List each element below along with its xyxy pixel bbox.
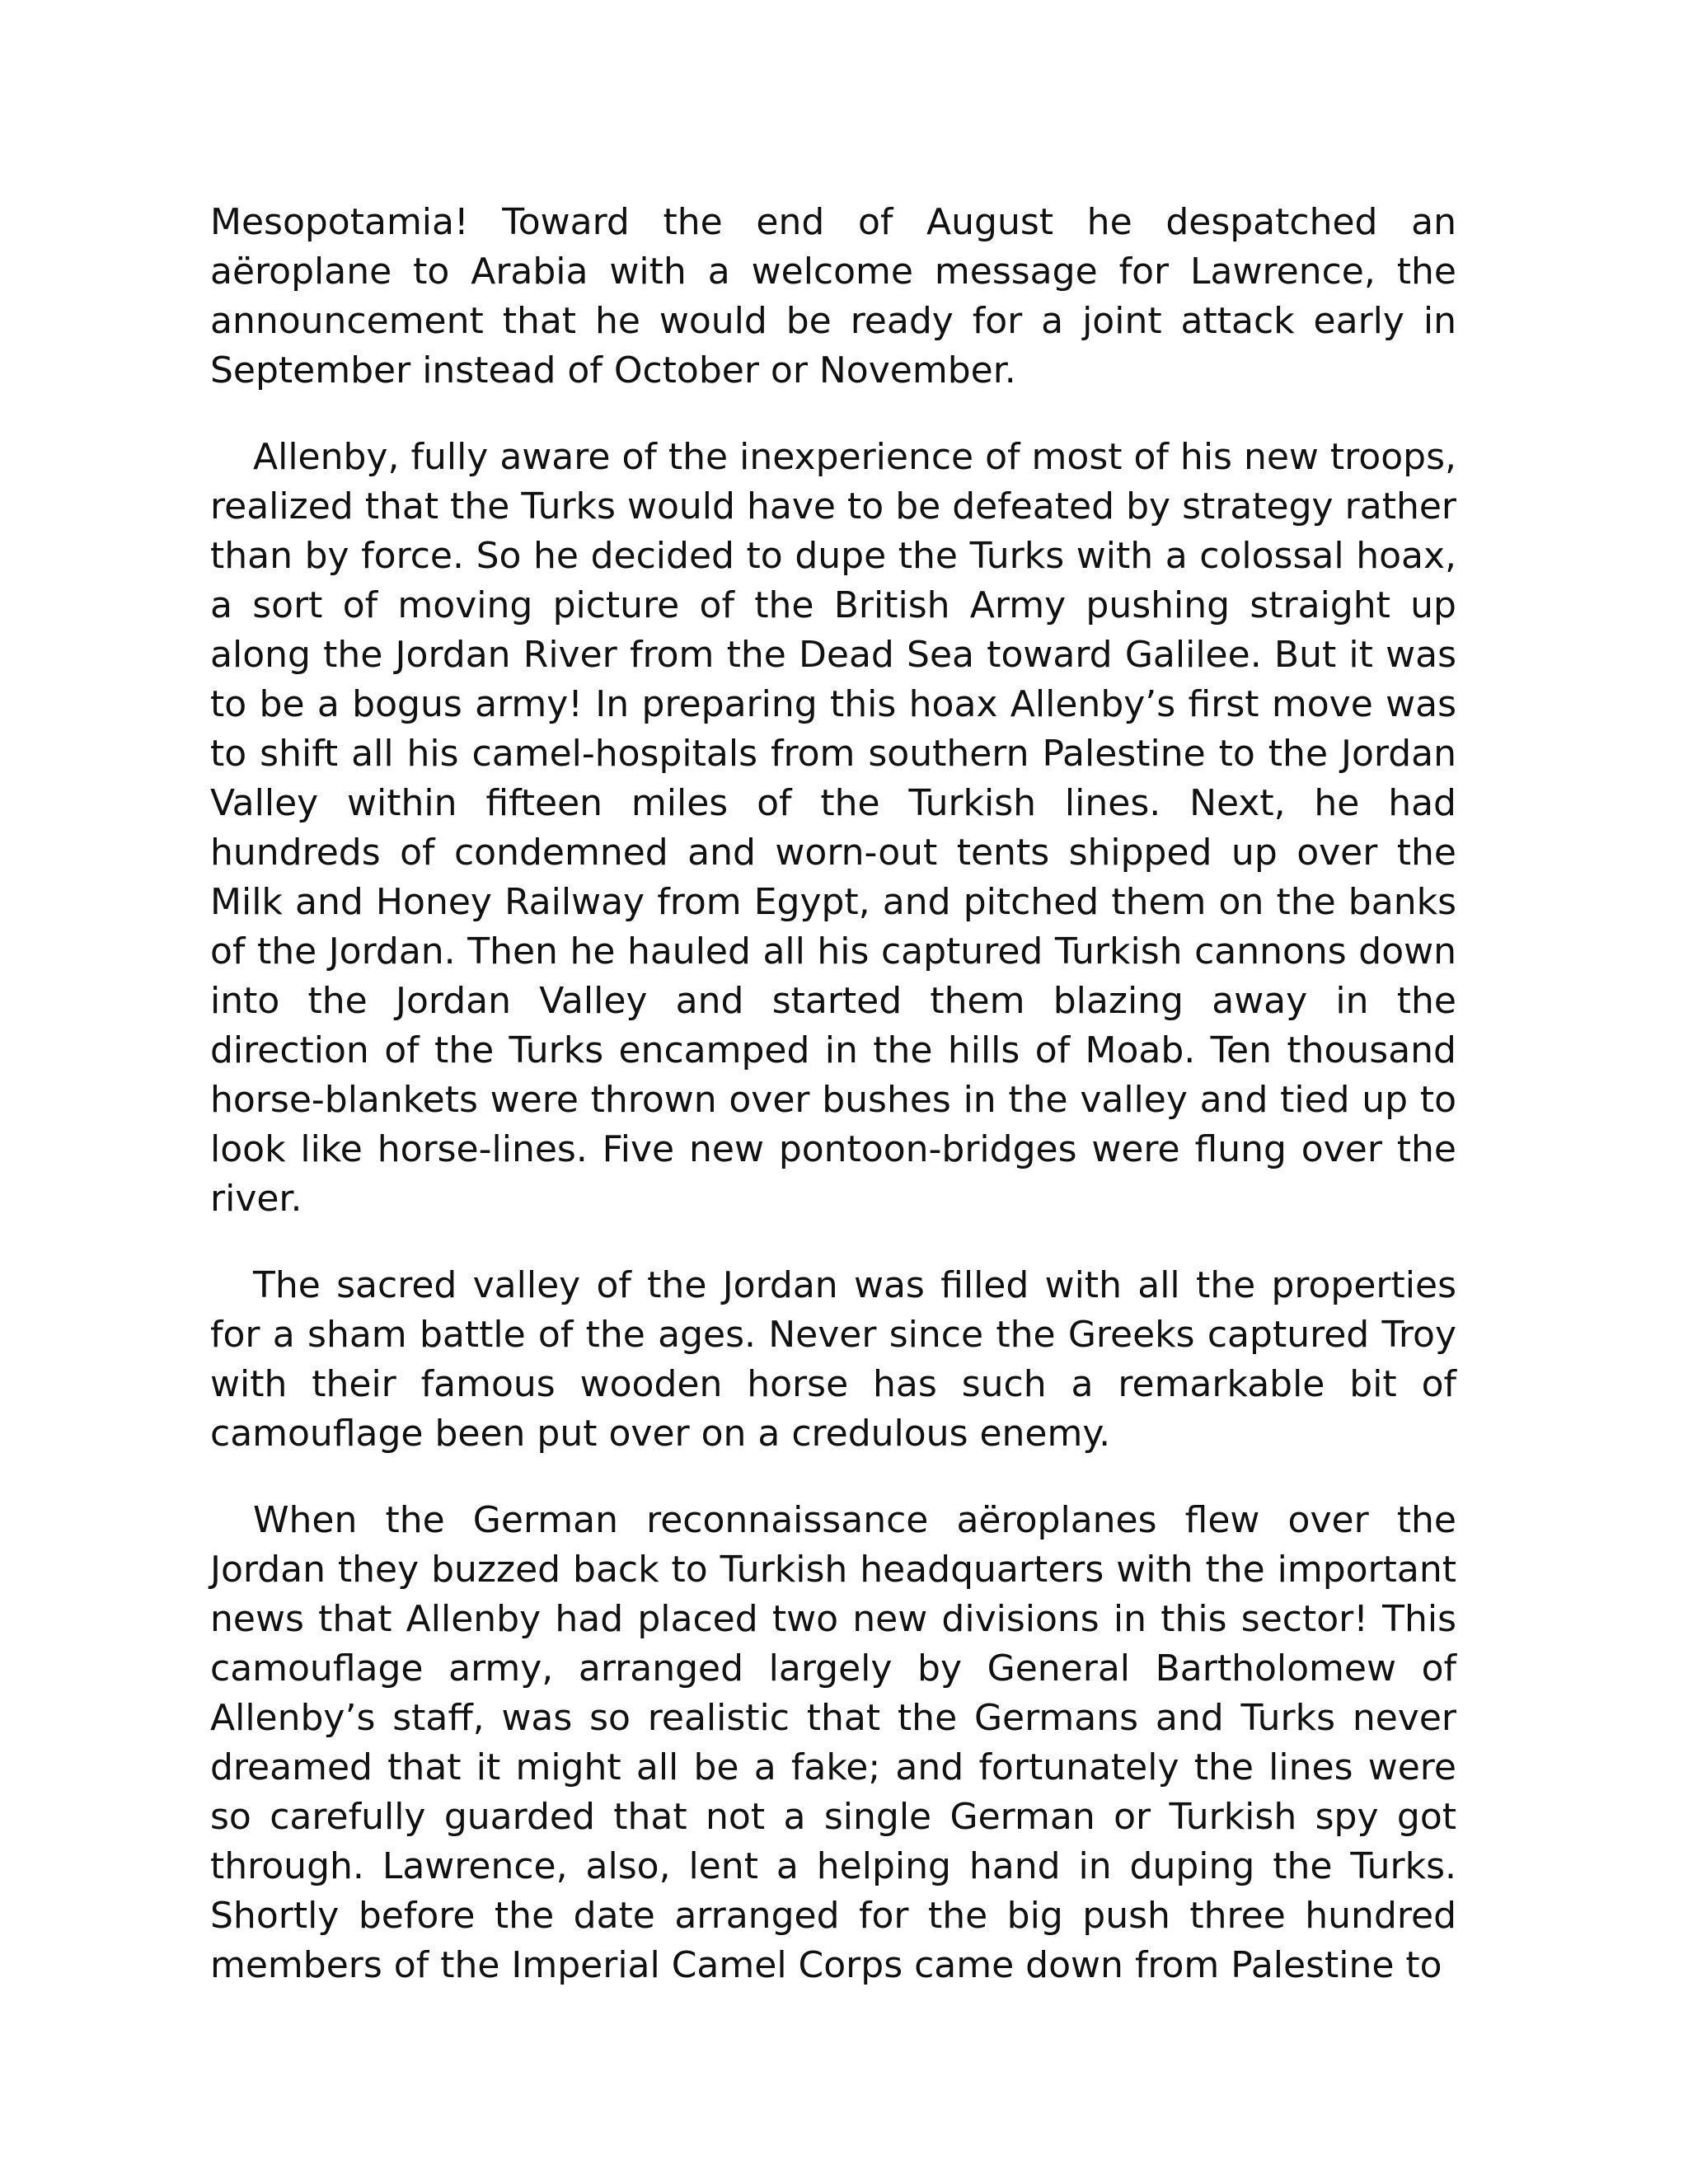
paragraph-2: Allenby, fully aware of the inexperience of most of his new troops, realized that the Turks would have to be defeated by strategy rather than by force. So he decided to dupe the Turks with a colossal hoax, a sort of moving picture of the British Army pushing straight up along the Jordan River from the Dead Sea toward Galilee. But it was to be a bogus army! In preparing this hoax Allenby’s first move was to shift all his camel-hospitals from southern Palestine to the Jordan Valley within fifteen miles of the Turkish lines. Next, he had hundreds of condemned and worn-out tents shipped up over the Milk and Honey Railway from Egypt, and pitched them on the banks of the Jordan. Then he hauled all his captured Turkish cannons down into the Jordan Valley and started them blazing away in the direction of the Turks encamped in the hills of Moab. Ten thousand horse-blankets were thrown over bushes in the valley and tied up to look like horse-lines. Five new pontoon-bridges were flung over the river. bbox=[210, 436, 1456, 1220]
paragraph-1: Mesopotamia! Toward the end of August he despatched an aëroplane to Arabia with a welcome message for Lawrence, the announcement that he would be ready for a joint attack early in September instead of October or November. bbox=[210, 201, 1456, 391]
paragraph-4: When the German reconnaissance aëroplanes flew over the Jordan they buzzed back to Turkish headquarters with the important news that Allenby had placed two new divisions in this sector! This camouflage army, arranged largely by General Bartholomew of Allenby’s staff, was so realistic that the Germans and Turks never dreamed that it might all be a fake; and fortunately the lines were so carefully guarded that not a single German or Turkish spy got through. Lawrence, also, lent a helping hand in duping the Turks. Shortly before the date arranged for the big push three hundred members of the Imperial Camel Corps came down from Palestine to bbox=[210, 1499, 1456, 1986]
body-text bbox=[210, 198, 1456, 2027]
paragraph-3: The sacred valley of the Jordan was filled with all the properties for a sham battle of the ages. Never since the Greeks captured Troy with their famous wooden horse has such a remarkable bit of camouflage been put over on a credulous enemy. bbox=[210, 1264, 1456, 1455]
